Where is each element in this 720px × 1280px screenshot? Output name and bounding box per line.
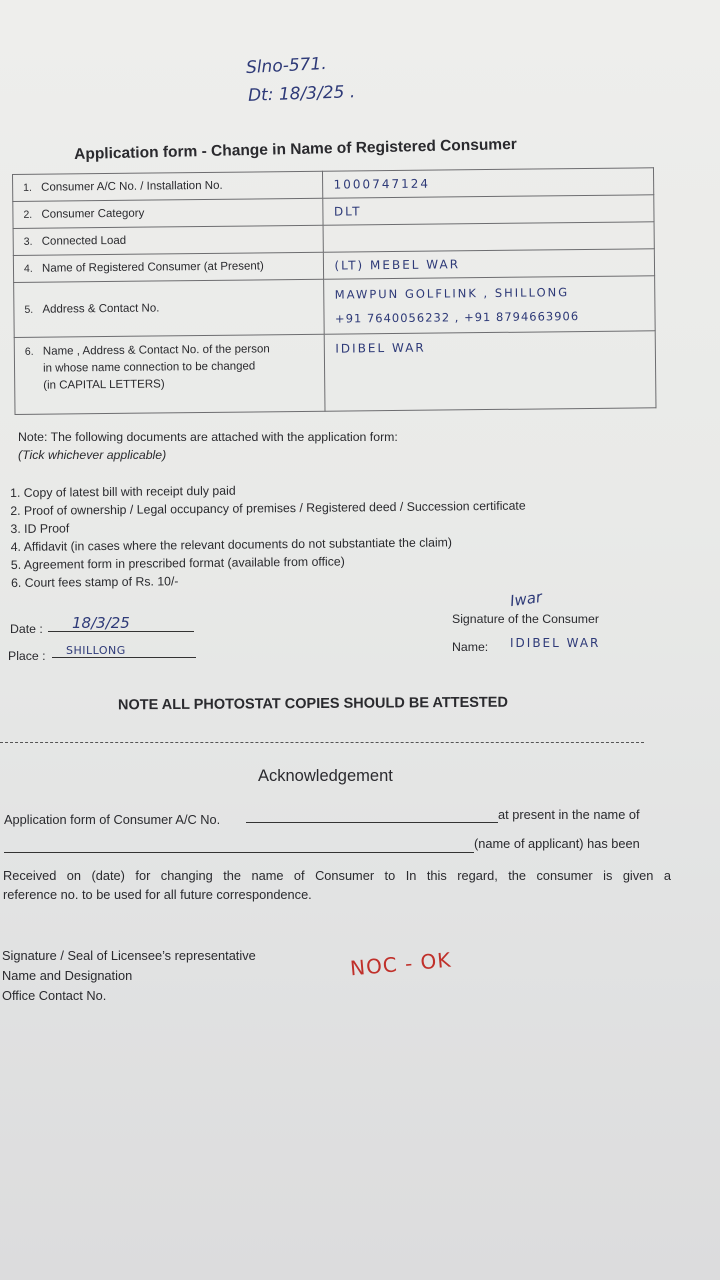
list-item: 6. Court fees stamp of Rs. 10/-: [10, 574, 179, 590]
table-row: [14, 331, 656, 415]
form-table-wrapper: [12, 167, 657, 424]
place-value: SHILLONG: [66, 644, 126, 657]
list-item: 2. Proof of ownership / Legal occupancy of premises / Registered deed / Succession certificate: [10, 498, 526, 518]
licensee-contact-label: Office Contact No.: [2, 988, 107, 1003]
new-person-value: IDIBEL WAR: [335, 340, 426, 356]
list-item: 1. Copy of latest bill with receipt duly paid: [10, 483, 236, 500]
note-block: [18, 428, 398, 464]
ack-applicant-name-line: [4, 852, 474, 853]
noc-ok-note: NOC - OK: [349, 947, 453, 981]
ack-line1-left: Application form of Consumer A/C No.: [4, 812, 221, 827]
list-item: 4. Affidavit (in cases where the relevant documents do not substantiate the claim): [10, 535, 453, 554]
contact-value: +91 7640056232 , +91 8794663906: [334, 309, 580, 326]
consumer-category-label: Consumer Category: [41, 207, 145, 221]
acknowledgement-heading: Acknowledgement: [258, 767, 393, 785]
ack-line1-right: at present in the name of: [498, 807, 640, 822]
note-line1: Note: The following documents are attached with the application form:: [18, 430, 398, 444]
licensee-name-label: Name and Designation: [2, 968, 133, 983]
date-value: 18/3/25: [72, 614, 130, 632]
place-label: Place :: [8, 649, 46, 663]
consumer-ac-value: 1000747124: [333, 176, 431, 192]
row-number: 3.: [23, 235, 33, 248]
documents-list: [10, 479, 526, 592]
consumer-category-value: DLT: [333, 204, 362, 219]
date-label: Date :: [10, 622, 43, 636]
attest-note: NOTE ALL PHOTOSTAT COPIES SHOULD BE ATTESTED: [117, 694, 508, 714]
ack-line4: reference no. to be used for all future correspondence.: [3, 887, 312, 902]
signature-label: Signature of the Consumer: [452, 612, 599, 626]
registered-consumer-value: (LT) MEBEL WAR: [334, 257, 461, 273]
new-person-label-line2: in whose name connection to be changed: [42, 360, 256, 375]
address-value: MAWPUN GOLFLINK , SHILLONG: [334, 285, 570, 302]
consumer-signature-scribble: Iwar: [508, 587, 544, 611]
form-title: Application form - Change in Name of Registered Consumer: [74, 135, 517, 163]
place-line: [52, 657, 196, 658]
consumer-ac-label: Consumer A/C No. / Installation No.: [41, 179, 223, 194]
name-label: Name:: [452, 640, 489, 654]
ack-line2-right: (name of applicant) has been: [474, 836, 640, 851]
form-table: [12, 167, 656, 415]
ack-paragraph: [3, 866, 671, 904]
row-number: 4.: [23, 262, 33, 275]
serial-number-note: Slno-571.: [245, 53, 328, 79]
row-number: 5.: [24, 303, 34, 316]
table-row: [14, 276, 656, 338]
row-number: 6.: [24, 345, 34, 358]
row-number: 1.: [23, 181, 32, 194]
new-person-label-line3: (in CAPITAL LETTERS): [43, 378, 165, 392]
licensee-block: [2, 946, 256, 1006]
note-line2: (Tick whichever applicable): [18, 448, 167, 462]
new-person-label-line1: Name , Address & Contact No. of the person: [42, 343, 270, 358]
address-contact-label: Address & Contact No.: [42, 302, 160, 316]
name-value: IDIBEL WAR: [510, 636, 601, 650]
licensee-signature-label: Signature / Seal of Licensee’s representative: [2, 948, 256, 963]
cut-line: [0, 742, 644, 743]
ack-line3: Received on (date) for changing the name of Consumer to In this regard, the consumer is given a: [3, 868, 671, 883]
connected-load-label: Connected Load: [41, 234, 127, 248]
list-item: 3. ID Proof: [10, 521, 70, 536]
header-date-note: Dt: 18/3/25 .: [247, 82, 356, 106]
ack-ac-number-line: [246, 822, 498, 823]
list-item: 5. Agreement form in prescribed format (available from office): [10, 554, 345, 572]
row-number: 2.: [23, 208, 33, 221]
registered-consumer-label: Name of Registered Consumer (at Present): [41, 260, 264, 275]
